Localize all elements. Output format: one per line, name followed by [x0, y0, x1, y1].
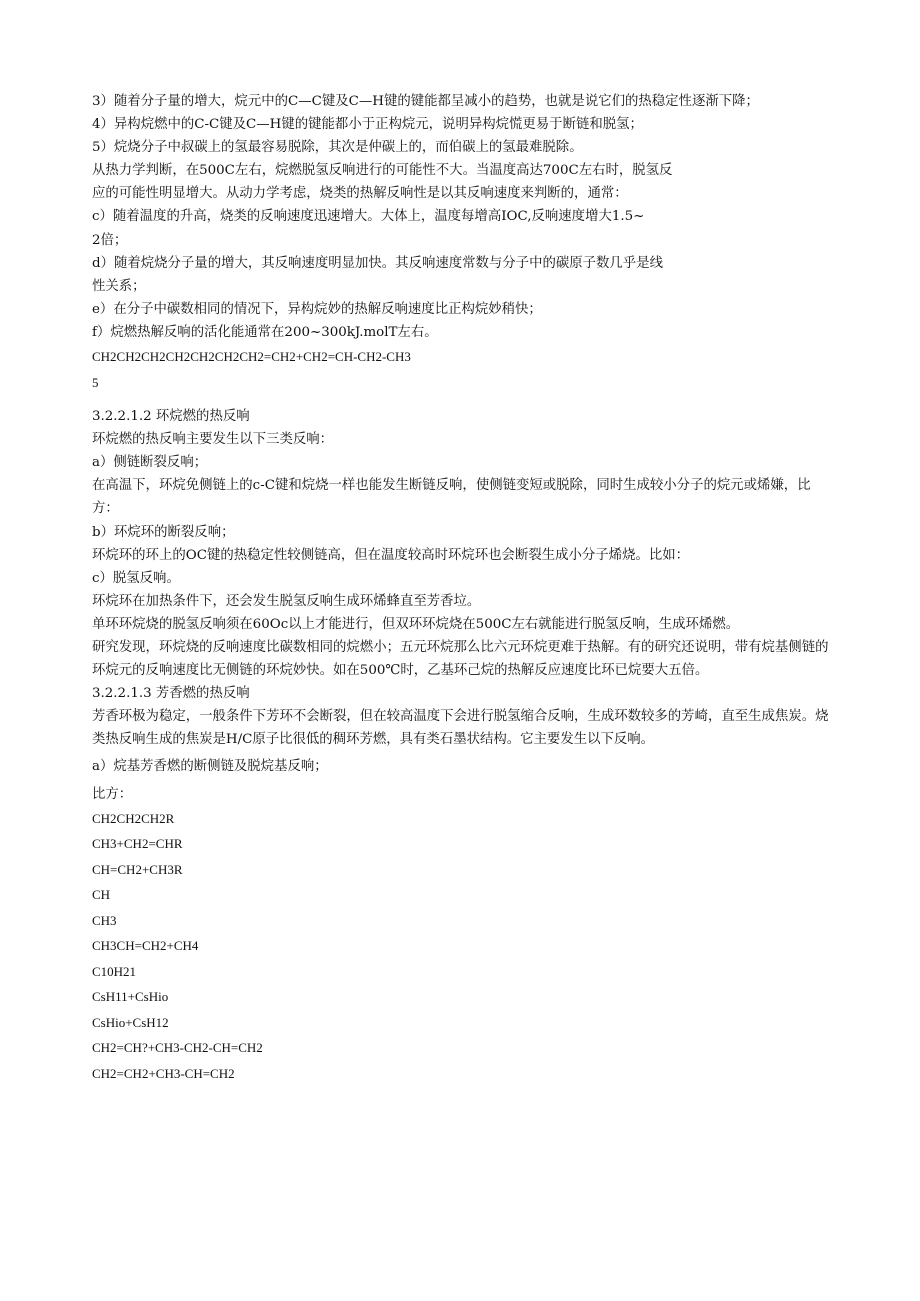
paragraph-line: 芳香环极为稳定，一般条件下芳环不会断裂，但在较高温度下会进行脱氢缩合反响，生成环数较多的芳崎，直至生成焦炭。烧类热反响生成的焦炭是H/C原子比很低的稠环芳燃，具有类石墨状结构。它主要发生以下反响。 [92, 709, 829, 748]
reaction-formula: CH2CH2CH2R [92, 810, 175, 826]
document-page [92, 90, 832, 1086]
paragraph-line: c）脱氢反响。 [92, 570, 180, 586]
paragraph-line: 研究发现，环烷烧的反响速度比碳数相同的烷燃小；五元环烷那么比六元环烷更难于热解。有的研究还说明，带有烷基侧链的环烷元的反响速度比无侧链的环烷妙快。如在500℃时，乙基环己烷的热解反应速度比环已烷要大五倍。 [92, 639, 829, 679]
reaction-formula: CsHio+CsH12 [92, 1014, 169, 1030]
formula-list [92, 806, 832, 1087]
reaction-formula: CH3CH=CH2+CH4 [92, 938, 199, 954]
reaction-formula: CsH11+CsHio [92, 989, 169, 1005]
page-number: 5 [92, 374, 99, 390]
reaction-formula: CH [92, 887, 111, 903]
paragraph-line: 应的可能性明显增大。从动力学考虑，烧类的热解反响性是以其反响速度来判断的，通常： [92, 186, 628, 202]
section-title: 3.2.2.1.2 环烷燃的热反响 [92, 409, 250, 425]
paragraph-line: 比方： [92, 786, 133, 802]
section-title: 3.2.2.1.3 芳香燃的热反响 [92, 686, 250, 702]
reaction-formula: CH3 [92, 912, 117, 928]
paragraph-line: 环烷环在加热条件下，还会发生脱氢反响生成环烯蜂直至芳香垃。 [92, 593, 481, 609]
paragraph-line: 2倍； [92, 232, 128, 248]
paragraph-line: a）烷基芳香燃的断侧链及脱烷基反响； [92, 759, 328, 775]
paragraph-line: 单环环烷烧的脱氢反响须在60Oc以上才能进行，但双环环烷烧在500C左右就能进行脱氢反响，生成环烯燃。 [92, 616, 740, 632]
paragraph-line: a）侧链断裂反响； [92, 455, 208, 471]
paragraph-line: 环烷环的环上的OC键的热稳定性较侧链高，但在温度较高时环烷环也会断裂生成小分子烯烧。比如： [92, 547, 690, 563]
reaction-formula: CH2=CH2+CH3-CH=CH2 [92, 1065, 235, 1081]
reaction-formula: CH2=CH?+CH3-CH2-CH=CH2 [92, 1040, 263, 1056]
paragraph-line: 环烷燃的热反响主要发生以下三类反响： [92, 432, 334, 448]
paragraph-line: c）随着温度的升高，烧类的反响速度迅速增大。大体上，温度每增高IOC,反响速度增大1.5~ [92, 209, 645, 225]
section-3 [92, 682, 832, 805]
paragraph-line: 5）烷烧分子中叔碳上的氢最容易脱除，其次是仲碳上的，而伯碳上的氢最难脱除。 [92, 140, 583, 156]
paragraph-line: b）环烷环的断裂反响； [92, 524, 235, 540]
section-1-body [92, 90, 832, 344]
paragraph-line: e）在分子中碳数相同的情况下，异构烷妙的热解反响速度比正构烷妙稍快； [92, 301, 542, 317]
section-2 [92, 405, 832, 682]
reaction-formula: CH2CH2CH2CH2CH2CH2CH2=CH2+CH2=CH-CH2-CH3 [92, 349, 411, 365]
paragraph-line: 4）异构烷燃中的C-C键及C—H键的键能都小于正构烷元，说明异构烷慌更易于断链和脱氢； [92, 117, 643, 133]
paragraph-line: 性关系； [92, 278, 146, 294]
paragraph-line: f）烷燃热解反响的活化能通常在200~300kJ.molT左右。 [92, 324, 438, 340]
reaction-formula: CH=CH2+CH3R [92, 861, 183, 877]
paragraph-line: d）随着烷烧分子量的增大，其反响速度明显加快。其反响速度常数与分子中的碳原子数几乎是线 [92, 255, 663, 271]
reaction-formula: C10H21 [92, 963, 137, 979]
paragraph-line: 3）随着分子量的增大，烷元中的C—C键及C—H键的键能都呈减小的趋势，也就是说它们的热稳定性逐渐下降； [92, 94, 759, 109]
paragraph-line: 在高温下，环烷免侧链上的c-C键和烷烧一样也能发生断链反响，使侧链变短或脱除，同时生成较小分子的烷元或烯嫌，比方： [92, 478, 811, 517]
paragraph-line: 从热力学判断，在500C左右，烷燃脱氢反响进行的可能性不大。当温度高达700C左右时，脱氢反 [92, 163, 673, 179]
reaction-formula: CH3+CH2=CHR [92, 836, 183, 852]
